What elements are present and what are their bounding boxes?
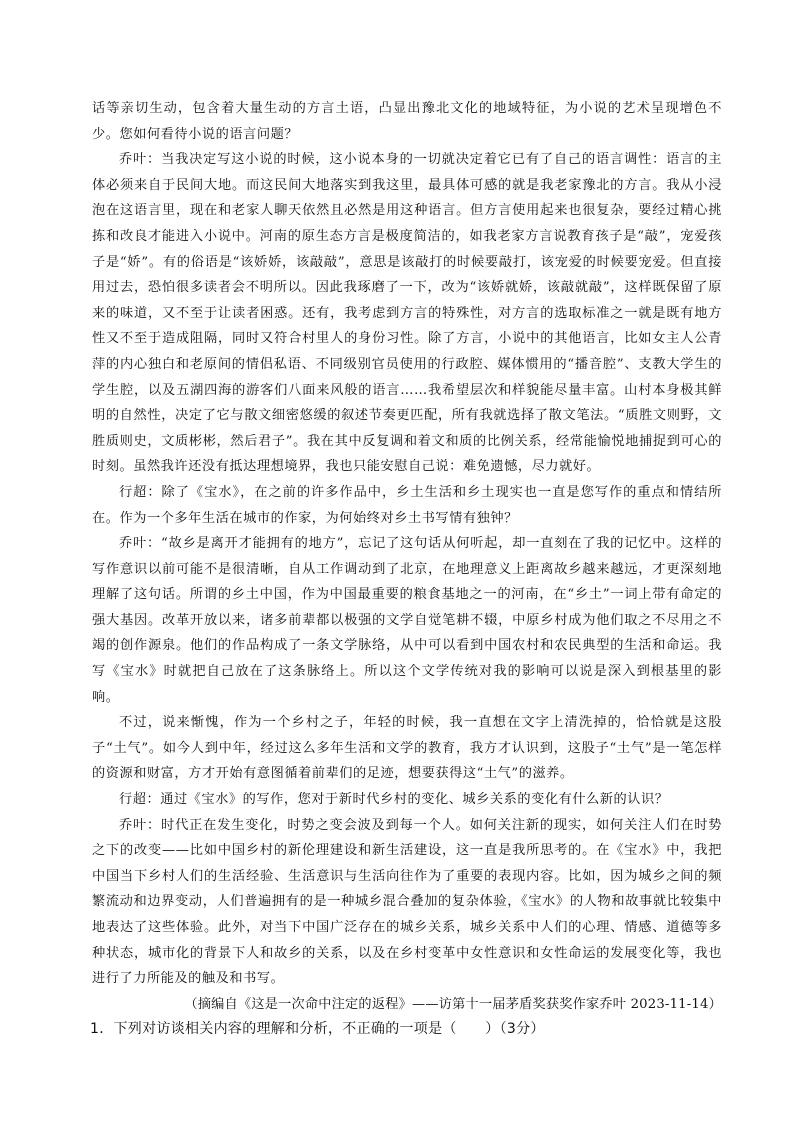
paragraph-question-tail: 话等亲切生动，包含着大量生动的方言土语，凸显出豫北文化的地域特征，为小说的艺术呈现增色不少。您如何看待小说的语言问题？	[92, 101, 722, 142]
source-citation: （摘编自《这是一次命中注定的返程》——访第十一届茅盾奖获奖作家乔叶 2023-11-14）	[184, 996, 722, 1012]
paragraph-qiaoye-hometown: 乔叶：“故乡是离开才能拥有的地方”，忘记了这句话从何听起，却一直刻在了我的记忆中。这样的写作意识以前可能不是很清晰，自从工作调动到了北京，在地理意义上距离故乡越来越远，才更深刻地理解了这句话。所谓的乡土中国，作为中国最重要的粮食基地之一的河南，在“乡土”一词上带有命定的强大基因。改革开放以来，诸多前辈都以极强的文学自觉笔耕不辍，中原乡村成为他们取之不尽用之不竭的创作源泉。他们的作品构成了一条文学脉络，从中可以看到中国农村和农民典型的生活和命运。我写《宝水》时就把自己放在了这条脉络上。所以这个文学传统对我的影响可以说是深入到根基里的影响。	[92, 536, 722, 705]
document-page	[92, 96, 722, 1043]
paragraph-qiaoye-language: 乔叶：当我决定写这小说的时候，这小说本身的一切就决定着它已有了自己的语言调性：语言的主体必须来自于民间大地。而这民间大地落实到我这里，最具体可感的就是我老家豫北的方言。我从小浸泡在这语言里，现在和老家人聊天依然且必然是用这种语言。但方言使用起来也很复杂，要经过精心挑拣和改良才能进入小说中。河南的原生态方言是极度简洁的，如我老家方言说教育孩子是“敲”，宠爱孩子是“娇”。有的俗语是“该娇娇，该敲敲”，意思是该敲打的时候要敲打，该宠爱的时候要宠爱。但直接用过去，恐怕很多读者会不明所以。因此我琢磨了一下，改为“该娇就娇，该敲就敲”，这样既保留了原来的味道，又不至于让读者困惑。还有，我考虑到方言的特殊性，对方言的选取标准之一就是既有地方性又不至于造成阻隔，同时又符合村里人的身份习性。除了方言，小说中的其他语言，比如女主人公青萍的内心独白和老原间的情侣私语、不同级别官员使用的行政腔、媒体惯用的“播音腔”、支教大学生的学生腔，以及五湖四海的游客们八面来风般的语言……我希望层次和样貌能尽量丰富。山村本身极其鲜明的自然性，决定了它与散文细密悠缓的叙述节奏更匹配，所有我就选择了散文笔法。“质胜文则野，文胜质则史，文质彬彬，然后君子”。我在其中反复调和着文和质的比例关系，经常能愉悦地捕捉到可心的时刻。虽然我许还没有抵达理想境界，我也只能安慰自己说：难免遗憾，尽力就好。	[92, 152, 722, 475]
paragraph-qiaoye-tuqi: 不过，说来惭愧，作为一个乡村之子，年轻的时候，我一直想在文字上清洗掉的，恰恰就是这股子“土气”。如今人到中年，经过这么多年生活和文学的教育，我方才认识到，这股子“土气”是一笔怎样的资源和财富，方才开始有意图循着前辈们的足迹，想要获得这“土气”的滋养。	[92, 715, 722, 782]
question-1: 1．下列对访谈相关内容的理解和分析，不正确的一项是（ ）（3分）	[90, 1021, 545, 1038]
paragraph-xingchao-rural: 行超：除了《宝水》，在之前的许多作品中，乡土生活和乡土现实也一直是您写作的重点和情结所在。作为一个多年生活在城市的作家，为何始终对乡土书写情有独钟？	[92, 484, 722, 526]
paragraph-qiaoye-change: 乔叶：时代正在发生变化，时势之变会波及到每一个人。如何关注新的现实，如何关注人们在时势之下的改变——比如中国乡村的新伦理建设和新生活建设，这一直是我所思考的。在《宝水》中，我把中国当下乡村人们的生活经验、生活意识与生活向往作为了重要的表现内容。比如，因为城乡之间的频繁流动和边界变动，人们普遍拥有的是一种城乡混合叠加的复杂体验，《宝水》的人物和故事就比较集中地表达了这些体验。此外，对当下中国广泛存在的城乡关系，城乡关系中人们的心理、情感、道德等多种状态，城市化的背景下人和故乡的关系，以及在乡村变革中女性意识和女性命运的发展变化等，我也进行了力所能及的触及和书写。	[92, 817, 722, 987]
paragraph-xingchao-new-era: 行超：通过《宝水》的写作，您对于新时代乡村的变化、城乡关系的变化有什么新的认识？	[119, 792, 669, 808]
